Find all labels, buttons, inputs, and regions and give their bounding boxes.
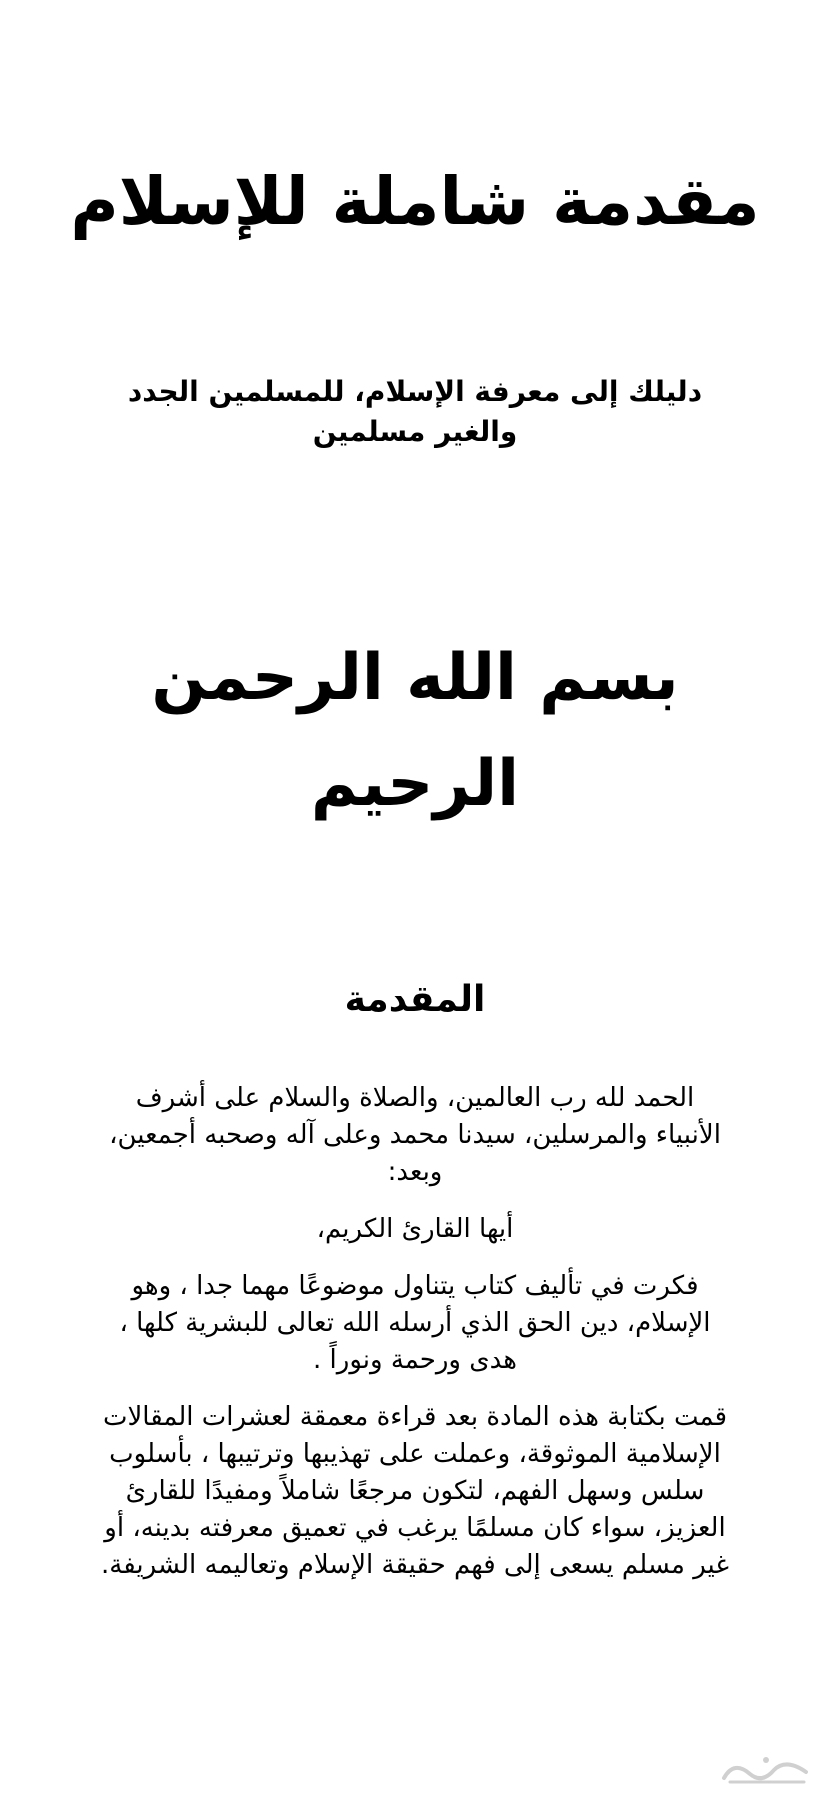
haraj-logo-icon [720, 1752, 812, 1790]
basmala-heading: بسم الله الرحمن الرحيم [151, 641, 679, 821]
book-subtitle: دليلك إلى معرفة الإسلام، للمسلمين الجدد والغير مسلمين [127, 375, 703, 448]
intro-paragraph-purpose: فكرت في تأليف كتاب يتناول موضوعًا مهما جدا ، وهو الإسلام، دين الحق الذي أرسله الله تعالى للبشرية كلها ، هدى ورحمة ونوراً . [119, 1271, 711, 1375]
introduction-body [100, 1080, 730, 1604]
book-title: مقدمة شاملة للإسلام [70, 163, 760, 240]
intro-paragraph-method: قمت بكتابة هذه المادة بعد قراءة معمقة لعشرات المقالات الإسلامية الموثوقة، وعملت على تهذيبها وترتيبها ، بأسلوب سلس وسهل الفهم، لتكون مرجعًا شاملاً ومفيدًا للقارئ العزيز، سواء كان مسلمًا يرغب في تعميق معرفته بدينه، أو غير مسلم يسعى إلى فهم حقيقة الإسلام وتعاليمه الشريفة. [101, 1402, 729, 1580]
intro-paragraph-praise: الحمد لله رب العالمين، والصلاة والسلام على أشرف الأنبياء والمرسلين، سيدنا محمد وعلى آله وصحبه أجمعين، وبعد: [109, 1083, 721, 1187]
haraj-watermark [720, 1752, 812, 1790]
introduction-heading: المقدمة [344, 979, 486, 1020]
intro-paragraph-greeting: أيها القارئ الكريم، [316, 1214, 514, 1244]
